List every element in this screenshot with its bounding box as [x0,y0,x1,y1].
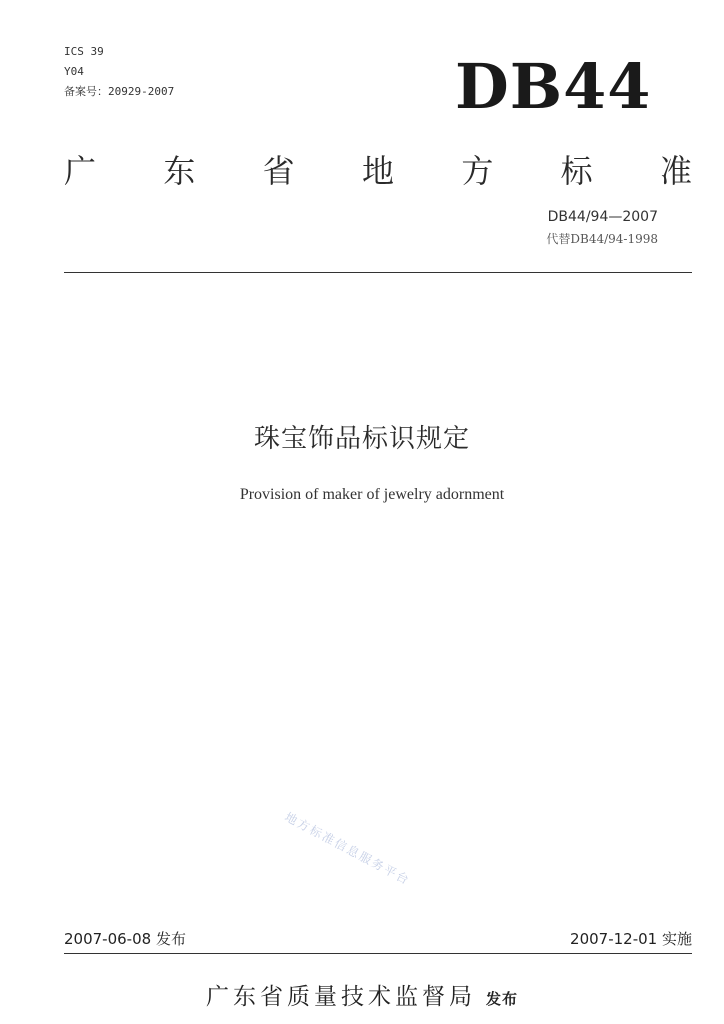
document-title-cn: 珠宝饰品标识规定 [253,424,470,454]
implementation-date: 2007-12-01 实施 [570,930,692,948]
standard-type-char: 广 [64,152,97,190]
standard-type-char: 准 [659,152,692,190]
issue-date: 2007-06-08 发布 [64,930,186,948]
ics-code: ICS 39 [64,45,104,58]
publisher-suffix: 发布 [485,990,518,1008]
watermark: 地方标准信息服务平台 [282,809,413,888]
footer-divider [64,953,692,954]
publisher [0,978,724,1011]
standard-type-heading [64,146,692,192]
db44-logo: DB44 [455,50,652,123]
standard-number: DB44/94—2007 [547,209,658,225]
publisher-name: 广东省质量技术监督局 [205,984,476,1010]
classification-code: Y04 [64,65,84,78]
standard-type-char: 标 [560,152,593,190]
document-title-en: Provision of maker of jewelry adornment [239,486,505,503]
standard-type-char: 地 [361,152,394,190]
replaces-standard: 代替DB44/94-1998 [546,232,658,246]
header-divider [64,272,692,273]
standard-number-block [546,206,658,250]
document-meta [64,42,174,102]
record-number: 备案号：20929-2007 [64,85,175,98]
standard-type-char: 东 [163,152,196,190]
standard-type-char: 省 [262,152,295,190]
standard-type-char: 方 [461,152,494,190]
